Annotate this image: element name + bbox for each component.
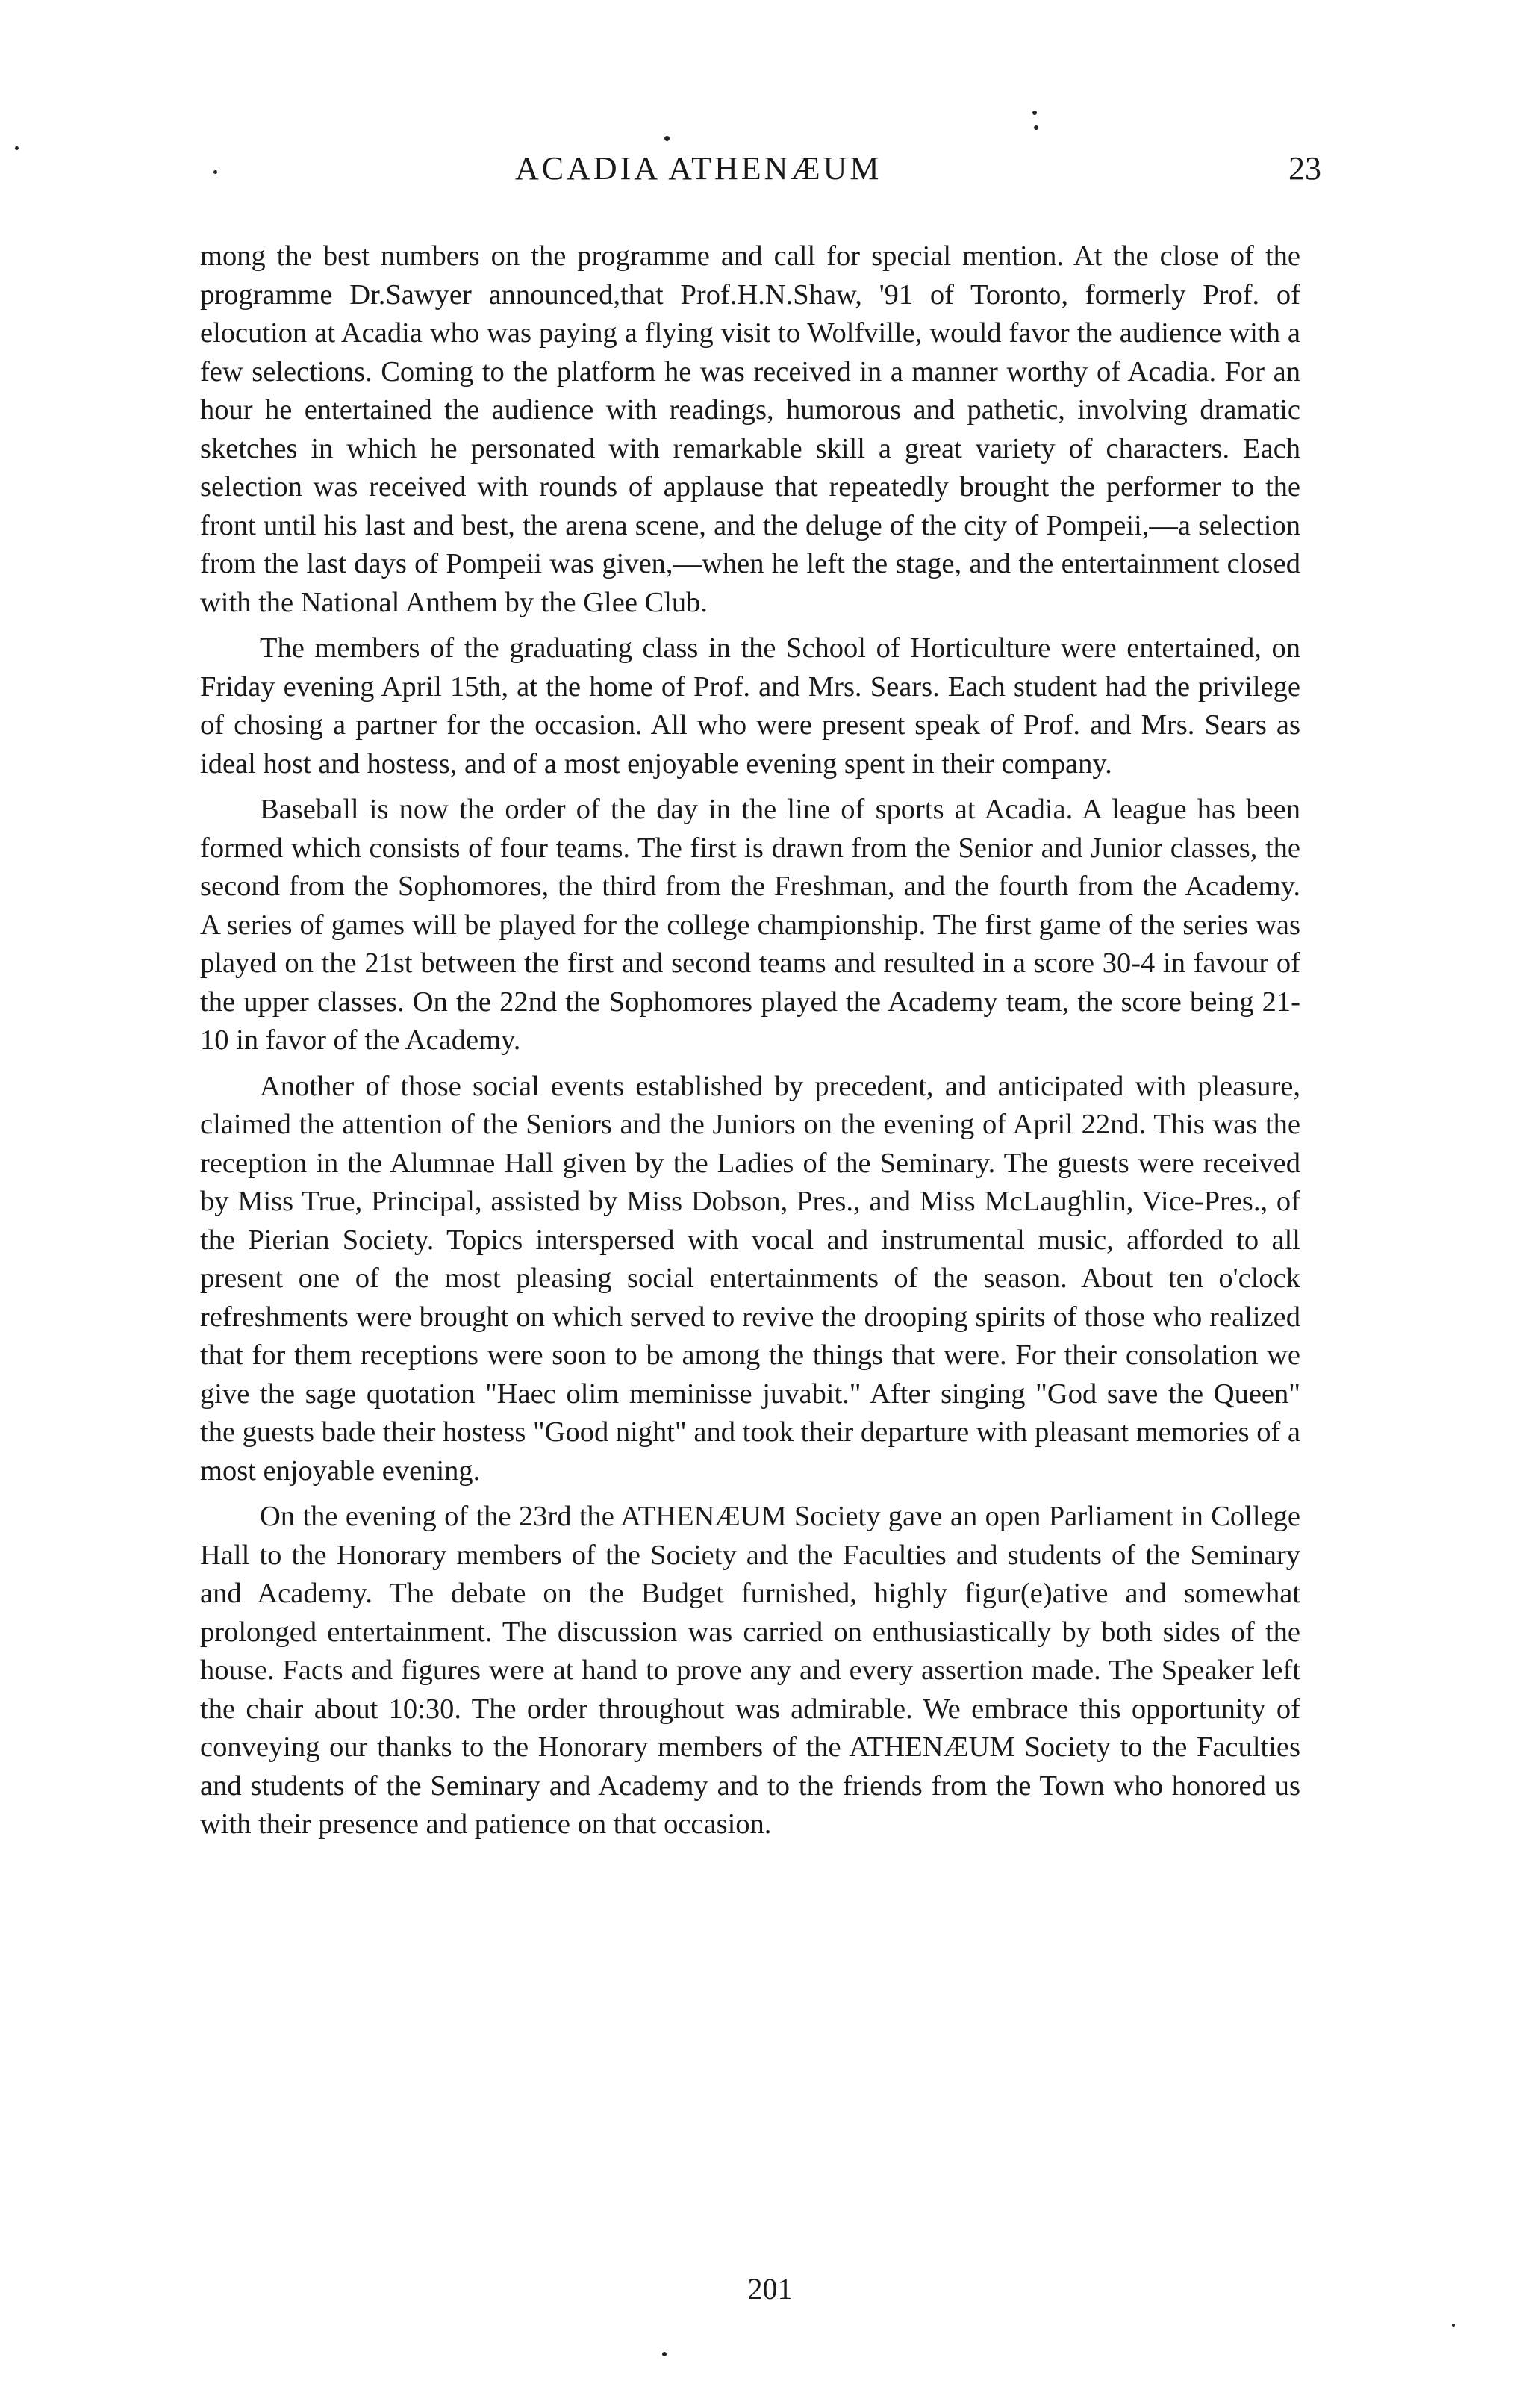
scan-speck [664, 136, 670, 141]
scan-speck [1452, 2324, 1455, 2327]
paragraph-1: mong the best numbers on the programme and call for special mention. At the close of the programme Dr.Sawyer announced,that Prof.H.N.Shaw, '91 of Toronto, formerly Prof. of elocution at Acadia who was paying a flying visit to Wolfville, would favor the audience with a few selections. Coming to the platform he was received in a manner worthy of Acadia. For an hour he entertained the audience with readings, humorous and pathetic, involving dramatic sketches in which he personated with remarkable skill a great variety of characters. Each selection was received with rounds of applause that repeatedly brought the performer to the front until his last and best, the arena scene, and the deluge of the city of Pompeii,—a selection from the last days of Pompeii was given,—when he left the stage, and the entertainment closed with the National Anthem by the Glee Club. [200, 240, 1300, 618]
paragraph-4: Another of those social events established by precedent, and anticipated with pleasure, claimed the attention of the Seniors and the Juniors on the evening of April 22nd. This was the reception in the Alumnae Hall given by the Ladies of the Seminary. The guests were received by Miss True, Principal, assisted by Miss Dobson, Pres., and Miss McLaughlin, Vice-Pres., of the Pierian Society. Topics interspersed with vocal and instrumental music, afforded to all present one of the most pleasing social entertainments of the season. About ten o'clock refreshments were brought on which served to revive the drooping spirits of those who realized that for them receptions were soon to be among the things that were. For their consolation we give the sage quotation "Haec olim meminisse juvabit." After singing "God save the Queen" the guests bade their hostess "Good night" and took their departure with pleasant memories of a most enjoyable evening. [200, 1070, 1300, 1487]
scan-speck [662, 2352, 667, 2356]
page-number: 23 [1288, 150, 1321, 187]
scan-speck [213, 170, 217, 174]
scan-speck [1034, 125, 1038, 130]
scan-speck [1032, 111, 1037, 115]
paragraph-3: Baseball is now the order of the day in the line of sports at Acadia. A league has been formed which consists of four teams. The first is drawn from the Senior and Junior classes, the second from the Sophomores, the third from the Freshman, and the fourth from the Academy. A series of games will be played for the college championship. The first game of the series was played on the 21st between the first and second teams and resulted in a score 30-4 in favour of the upper classes. On the 22nd the Sophomores played the Academy team, the score being 21-10 in favor of the Academy. [200, 794, 1300, 1056]
paragraph-2: The members of the graduating class in the School of Horticulture were entertained, on Friday evening April 15th, at the home of Prof. and Mrs. Sears. Each student had the privilege of chosing a partner for the occasion. All who were present speak of Prof. and Mrs. Sears as ideal host and hostess, and of a most enjoyable evening spent in their company. [200, 632, 1300, 779]
journal-title: ACADIA ATHENÆUM [515, 150, 882, 187]
scan-speck [15, 146, 19, 150]
article-body [200, 237, 1300, 1852]
folio-number: 201 [747, 2272, 793, 2306]
paragraph-5: On the evening of the 23rd the ATHENÆUM Society gave an open Parliament in College Hall to the Honorary members of the Society and the Faculties and students of the Seminary and Academy. The debate on the Budget furnished, highly figur(e)ative and somewhat prolonged entertainment. The discussion was carried on enthusiastically by both sides of the house. Facts and figures were at hand to prove any and every assertion made. The Speaker left the chair about 10:30. The order throughout was admirable. We embrace this opportunity of conveying our thanks to the Honorary members of the ATHENÆUM Society to the Faculties and students of the Seminary and Academy and to the friends from the Town who honored us with their presence and patience on that occasion. [200, 1501, 1300, 1840]
running-head [202, 149, 1321, 194]
